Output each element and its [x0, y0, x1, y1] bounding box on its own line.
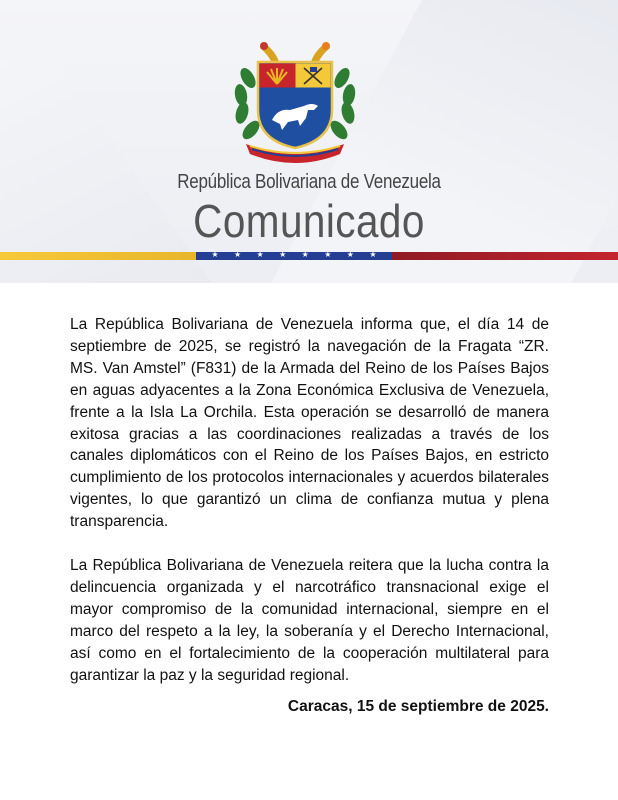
republic-name: República Bolivariana de Venezuela: [177, 171, 441, 193]
flag-stripe: [0, 252, 618, 260]
star-icon: ★: [211, 250, 219, 259]
header-banner: [0, 0, 618, 283]
paragraph: La República Bolivariana de Venezuela informa que, el día 14 de septiembre de 2025, se registró la navegación de la Fragata “ZR. MS. Van Amstel” (F831) de la Armada del Reino de los Países Bajos en aguas adyacentes a la Zona Económica Exclusiva de Venezuela, frente a la Isla La Orchila. Esta operación se desarrolló de manera exitosa gracias a las coordinaciones realizadas a través de los canales diplomáticos con el Reino de los Países Bajos, en estricto cumplimiento de los protocolos internacionales y acuerdos bilaterales vigentes, lo que garantizó un clima de confianza mutua y plena transparencia.: [70, 316, 549, 531]
page-title: Comunicado: [193, 195, 425, 247]
star-icon: ★: [301, 250, 309, 259]
communique-body: [70, 314, 549, 709]
flag-stripe-blue: [196, 252, 392, 260]
stars-row: [196, 249, 392, 261]
star-icon: ★: [233, 250, 242, 259]
flag-stripe-red: [392, 252, 618, 260]
flag-stripe-yellow: [0, 252, 196, 260]
coat-of-arms-icon: [226, 40, 364, 166]
star-icon: ★: [256, 250, 264, 259]
star-icon: ★: [279, 250, 287, 259]
paragraph: La República Bolivariana de Venezuela reitera que la lucha contra la delincuencia organizada y el narcotráfico transnacional exige el mayor compromiso de la comunidad internacional, siempre en el marco del respeto a la ley, la soberanía y el Derecho Internacional, así como en el fortalecimiento de la cooperación multilateral para garantizar la paz y la seguridad regional.: [70, 557, 549, 684]
star-icon: ★: [346, 250, 354, 259]
place-date-signoff: Caracas, 15 de septiembre de 2025.: [287, 698, 549, 715]
star-icon: ★: [324, 250, 332, 259]
star-icon: ★: [369, 250, 377, 259]
